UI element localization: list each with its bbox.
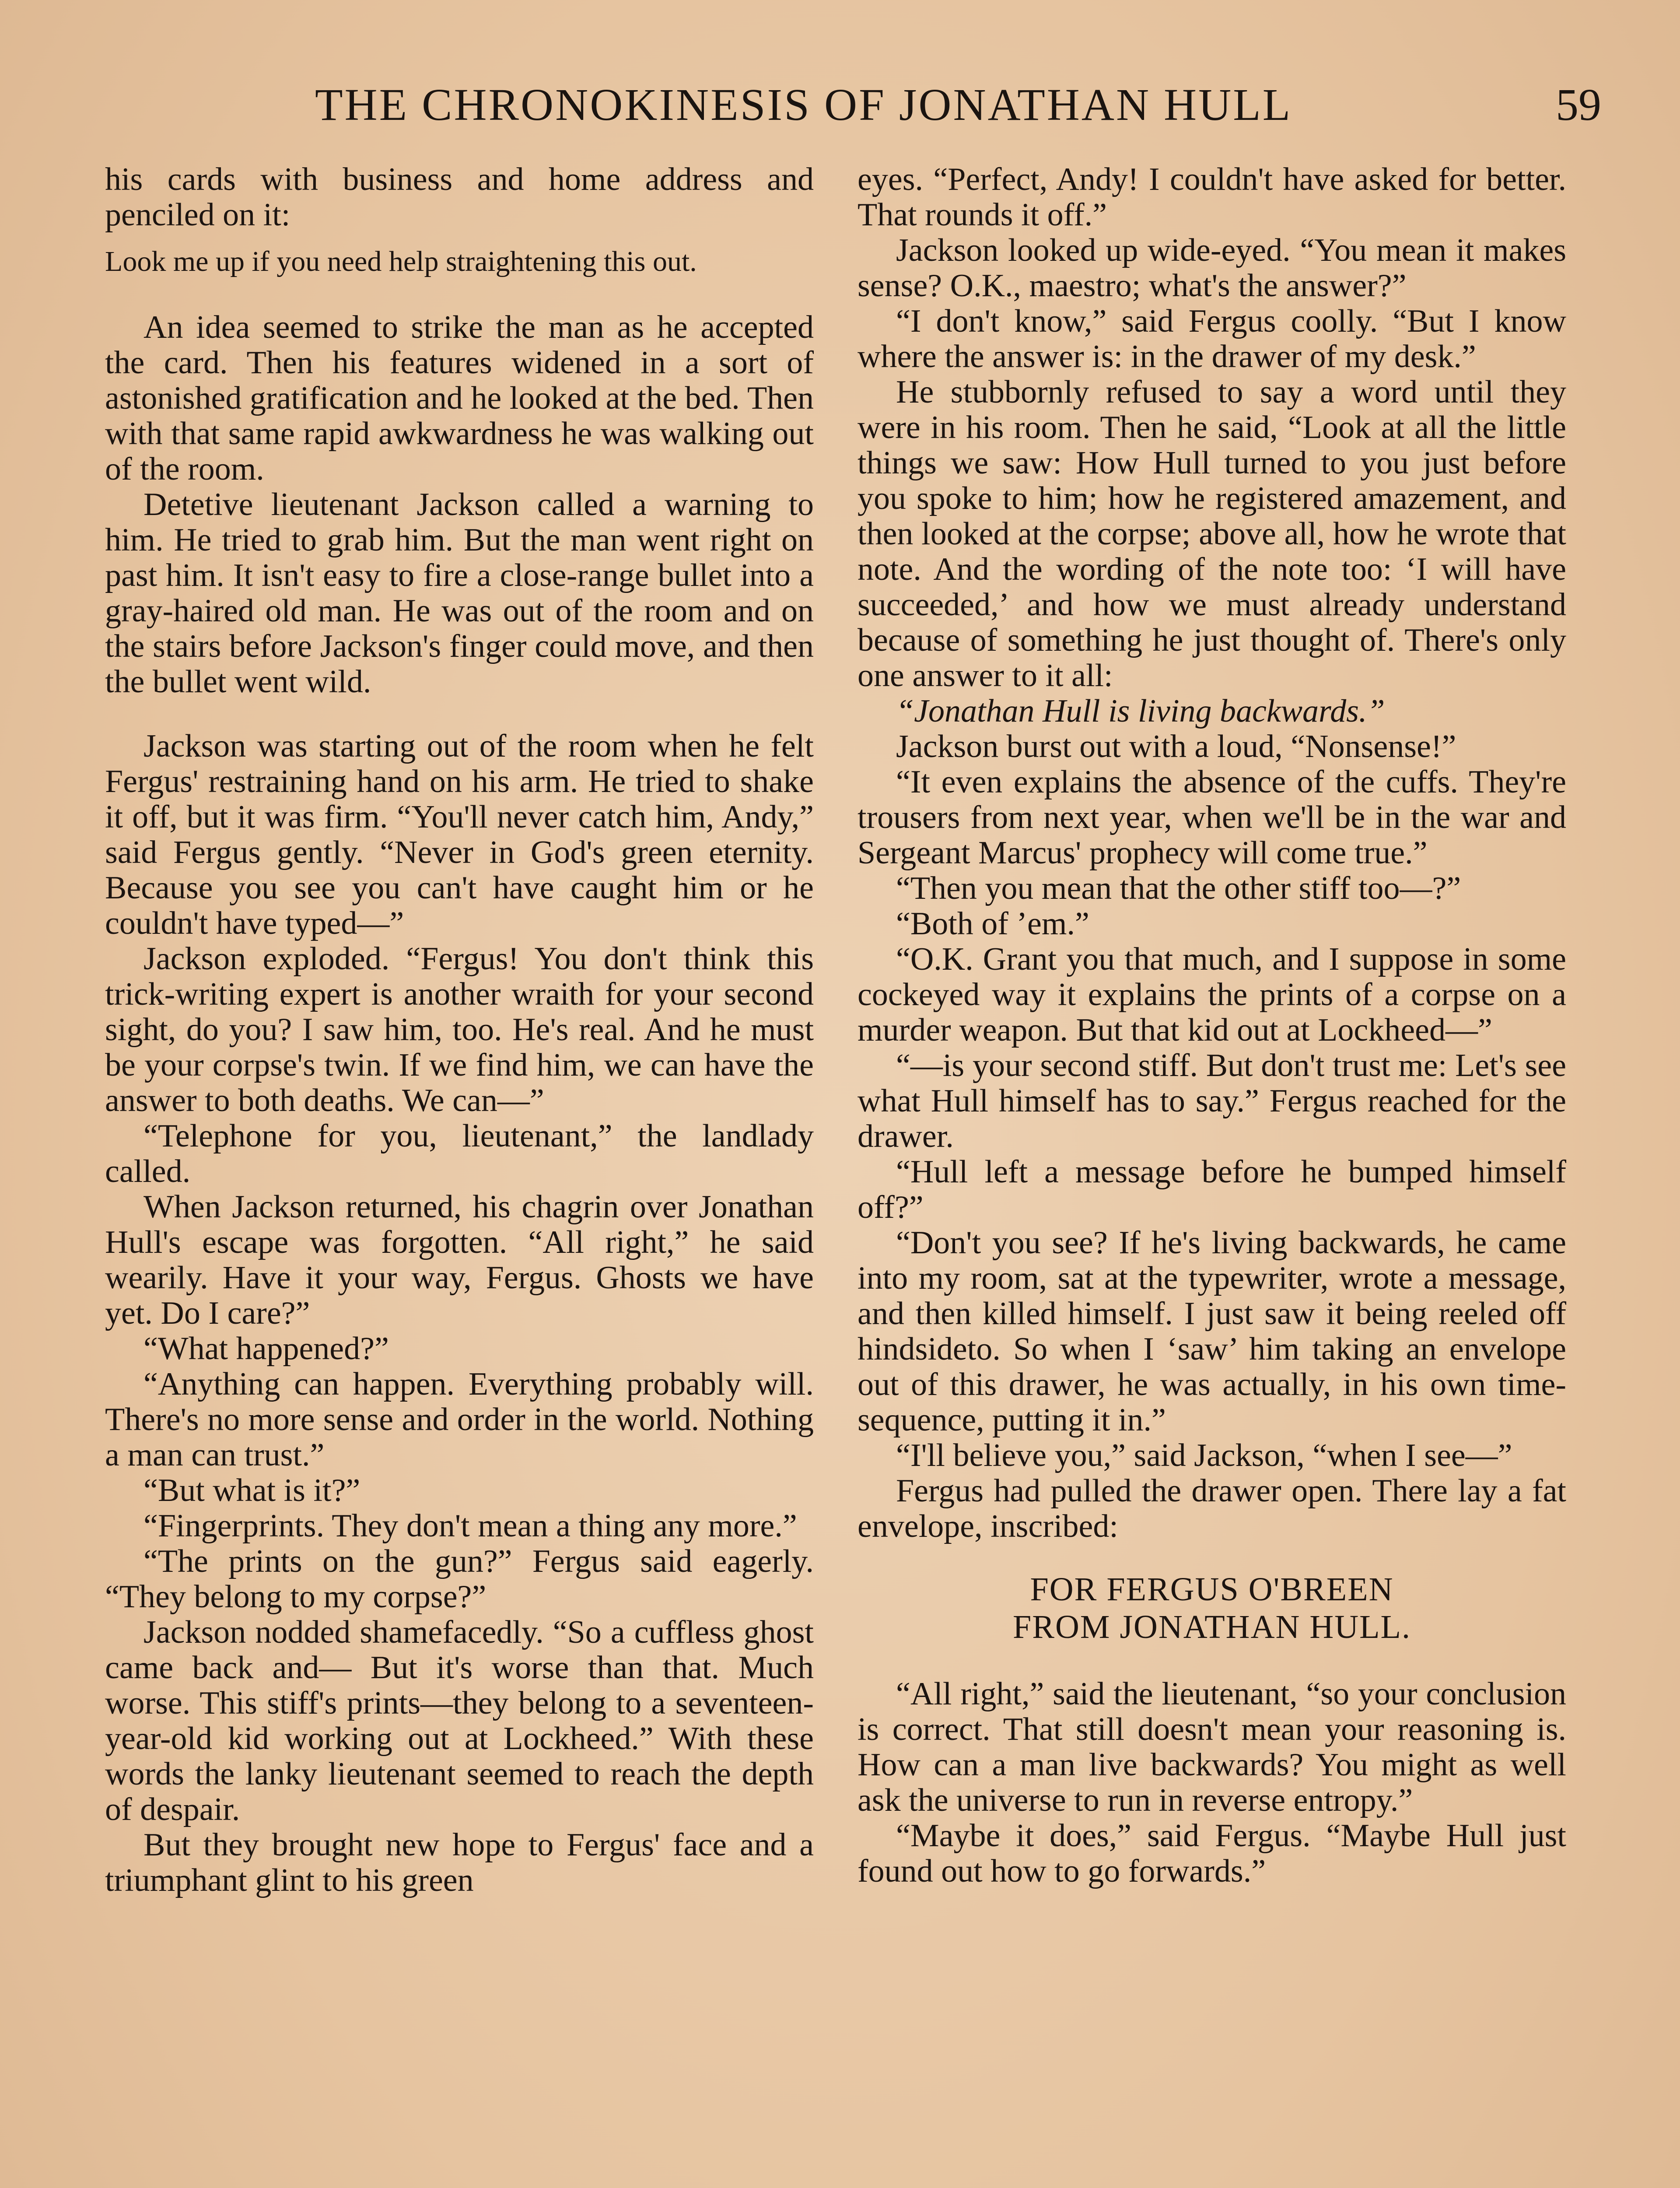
paragraph: “I'll believe you,” said Jackson, “when I see—” [896, 1438, 1512, 1473]
paragraph: Jackson exploded. “Fergus! You don't think this trick-writing expert is another wraith for your second sight, do you? I saw him, too. He's real. And he must be your corpse's twin. If we find him, we can have the answer to both deaths. We can—” [105, 941, 814, 1119]
paragraph: “Hull left a message before he bumped himself off?” [858, 1154, 1566, 1225]
page-header [105, 79, 1601, 149]
paragraph: “But what is it?” [144, 1473, 360, 1508]
paragraph: “All right,” said the lieutenant, “so your conclusion is correct. That still doesn't mean your reasoning is. How can a man live backwards? You might as well ask the universe to run in reverse entropy.” [858, 1676, 1566, 1818]
paragraph: Detetive lieutenant Jackson called a warning to him. He tried to grab him. But the man went right on past him. It isn't easy to fire a close-range bullet into a gray-haired old man. He was out of the room and on the stairs before Jackson's finger could move, and then the bullet went wild. [105, 487, 814, 700]
left-text-column [105, 162, 814, 2188]
paragraph: “It even explains the absence of the cuffs. They're trousers from next year, when we'll be in the war and Sergeant Marcus' prophecy will come true.” [858, 764, 1566, 871]
paragraph: “What happened?” [144, 1331, 389, 1367]
paragraph: Jackson burst out with a loud, “Nonsense!” [896, 729, 1456, 764]
paragraph: eyes. “Perfect, Andy! I couldn't have asked for better. That rounds it off.” [858, 162, 1566, 233]
inscription-line-1: FOR FERGUS O'BREEN [1030, 1571, 1394, 1608]
paragraph: But they brought new hope to Fergus' face and a triumphant glint to his green [105, 1827, 814, 1898]
paragraph: “Anything can happen. Everything probably will. There's no more sense and order in the world. Nothing a man can trust.” [105, 1366, 814, 1473]
paragraph: “Maybe it does,” said Fergus. “Maybe Hull just found out how to go forwards.” [858, 1818, 1566, 1889]
inscription-line-2: FROM JONATHAN HULL. [1013, 1609, 1411, 1645]
paragraph: Jackson looked up wide-eyed. “You mean it makes sense? O.K., maestro; what's the answer?” [858, 232, 1566, 304]
running-title: THE CHRONOKINESIS OF JONATHAN HULL [315, 80, 1292, 130]
paragraph: “—is your second stiff. But don't trust me: Let's see what Hull himself has to say.” Fergus reached for the drawer. [858, 1048, 1566, 1154]
paragraph: “O.K. Grant you that much, and I suppose in some cockeyed way it explains the prints of a corpse on a murder weapon. But that kid out at Lockheed—” [858, 941, 1566, 1048]
envelope-inscription [858, 1571, 1566, 1646]
paragraph: “I don't know,” said Fergus coolly. “But I know where the answer is: in the drawer of my desk.” [858, 303, 1566, 375]
right-text-column [858, 162, 1566, 2188]
penciled-note: Look me up if you need help straightening this out. [105, 245, 697, 277]
paragraph: “Jonathan Hull is living backwards.” [896, 693, 1385, 729]
paragraph: When Jackson returned, his chagrin over Jonathan Hull's escape was forgotten. “All right,” he said wearily. Have it your way, Fergus. Ghosts we have yet. Do I care?” [105, 1189, 814, 1331]
paragraph: He stubbornly refused to say a word until they were in his room. Then he said, “Look at all the little things we saw: How Hull turned to you just before you spoke to him; how he registered amazement, and then looked at the corpse; above all, how he wrote that note. And the wording of the note too: ‘I will have succeeded,’ and how we must already understand because of something he just thought of. There's only one answer to it all: [858, 374, 1566, 694]
paragraph: “Telephone for you, lieutenant,” the landlady called. [105, 1118, 814, 1189]
page-number: 59 [1556, 80, 1601, 130]
paragraph: “Don't you see? If he's living backwards, he came into my room, sat at the typewriter, wrote a message, and then killed himself. I just saw it being reeled off hindsideto. So when I ‘saw’ him taking an envelope out of this drawer, he was actually, in his own time-sequence, putting it in.” [858, 1225, 1566, 1438]
paragraph: Jackson nodded shamefacedly. “So a cuffless ghost came back and— But it's worse than that. Much worse. This stiff's prints—they belong to a seventeen-year-old kid working out at Lockheed.” With these words the lanky lieutenant seemed to reach the depth of despair. [105, 1614, 814, 1827]
paragraph: An idea seemed to strike the man as he accepted the card. Then his features widened in a sort of astonished gratification and he looked at the bed. Then with that same rapid awkwardness he was walking out of the room. [105, 309, 814, 487]
paragraph: “The prints on the gun?” Fergus said eagerly. “They belong to my corpse?” [105, 1543, 814, 1615]
paragraph: “Fingerprints. They don't mean a thing any more.” [144, 1508, 797, 1544]
paragraph: “Then you mean that the other stiff too—?” [896, 870, 1461, 906]
paragraph: Jackson was starting out of the room when he felt Fergus' restraining hand on his arm. He tried to shake it off, but it was firm. “You'll never catch him, Andy,” said Fergus gently. “Never in God's green eternity. Because you see you can't have caught him or he couldn't have typed—” [105, 728, 814, 941]
paragraph: “Both of ’em.” [896, 906, 1089, 942]
paragraph: his cards with business and home address and penciled on it: [105, 162, 814, 233]
paragraph: Fergus had pulled the drawer open. There lay a fat envelope, inscribed: [858, 1473, 1566, 1544]
